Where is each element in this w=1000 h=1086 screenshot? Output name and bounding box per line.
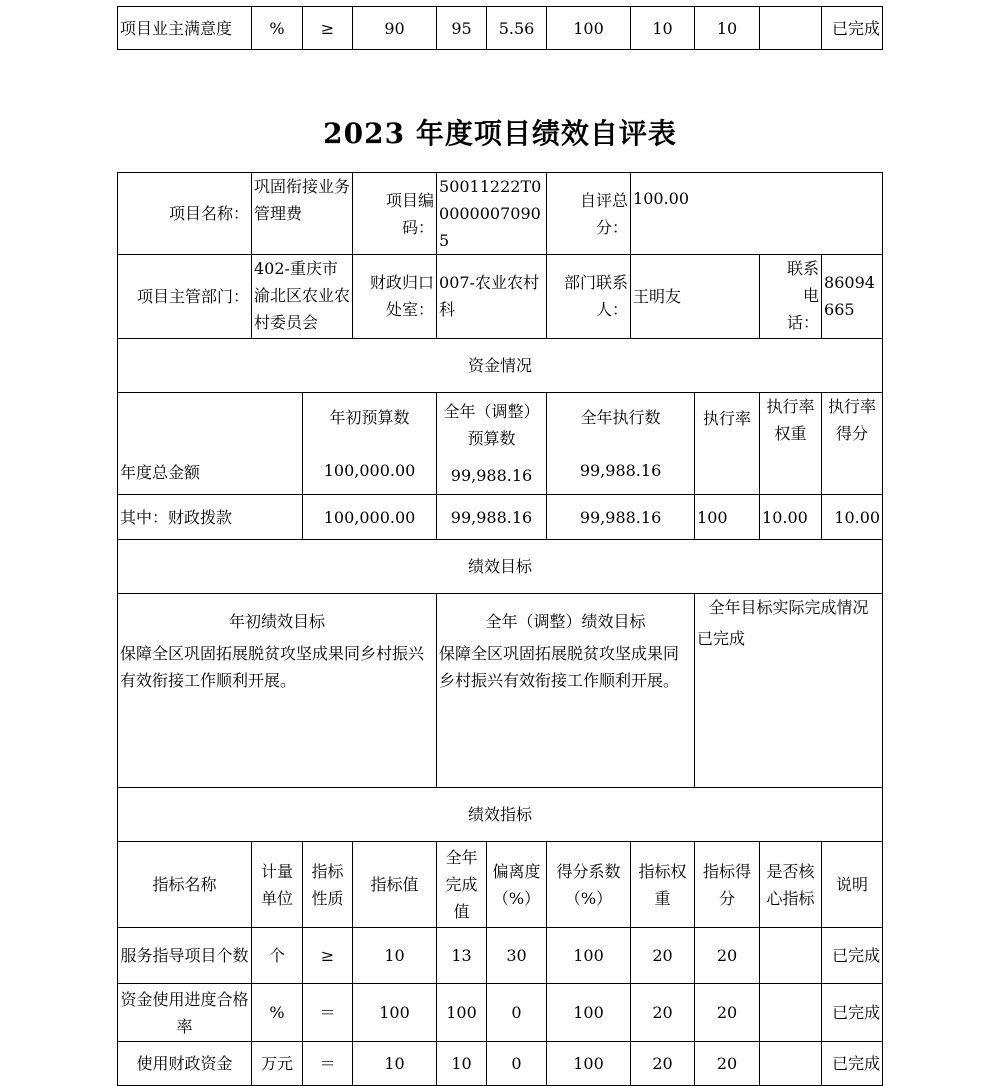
- adjusted-budget-header: 全年（调整）预算数: [443, 402, 540, 448]
- indicator-note: 已完成: [822, 7, 883, 50]
- indicator-target: 90: [353, 7, 437, 50]
- info-row-project: [118, 173, 883, 255]
- total-initial-cell: [303, 393, 437, 495]
- dept-label: 项目主管部门：: [118, 255, 252, 339]
- indicator-note: 已完成: [822, 984, 883, 1042]
- indicator-name: 服务指导项目个数: [118, 928, 252, 984]
- indicator-weight: 20: [631, 928, 695, 984]
- funds-total-row: [118, 393, 883, 495]
- actual-goal-text: 已完成: [697, 629, 746, 648]
- contact-value: 王明友: [631, 255, 760, 339]
- goals-section-title: 绩效目标: [118, 540, 883, 594]
- indicator-target: 10: [353, 1042, 437, 1086]
- continuation-table-wrap: [117, 6, 882, 50]
- total-executed-cell: [547, 393, 695, 495]
- indicator-note: 已完成: [822, 1042, 883, 1086]
- indicator-unit: 万元: [252, 1042, 303, 1086]
- adjusted-goal-cell: [437, 594, 695, 788]
- table-row: [118, 7, 883, 50]
- header-core: 是否核心指标: [760, 842, 822, 928]
- actual-goal-cell: [695, 594, 883, 788]
- indicator-deviation: 30: [487, 928, 547, 984]
- executed-header: 全年执行数: [580, 407, 661, 427]
- funds-fiscal-row: [118, 495, 883, 540]
- indicator-name: 资金使用进度合格率: [118, 984, 252, 1042]
- header-coef: 得分系数（%）: [547, 842, 631, 928]
- indicator-weight: 10: [631, 7, 695, 50]
- finance-label: 财政归口处室：: [353, 255, 437, 339]
- total-adjusted-value: 99,988.16: [450, 466, 533, 485]
- fiscal-adjusted-value: 99,988.16: [437, 495, 547, 540]
- indicators-header-row: [118, 842, 883, 928]
- page-title: 2023 年度项目绩效自评表: [323, 117, 677, 150]
- initial-budget-header: 年初预算数: [329, 407, 410, 427]
- indicator-coef: 100: [547, 928, 631, 984]
- indicator-actual: 95: [437, 7, 487, 50]
- goals-section-row: [118, 540, 883, 594]
- indicator-actual: 13: [437, 928, 487, 984]
- project-name-value: 巩固衔接业务管理费: [252, 173, 353, 255]
- table-row: [118, 928, 883, 984]
- continuation-table: [117, 6, 883, 50]
- indicator-score: 20: [695, 1042, 760, 1086]
- indicator-target: 10: [353, 928, 437, 984]
- project-name-label: 项目名称：: [118, 173, 252, 255]
- indicator-weight: 20: [631, 1042, 695, 1086]
- header-deviation: 偏离度（%）: [487, 842, 547, 928]
- indicator-score: 20: [695, 984, 760, 1042]
- indicator-unit: %: [252, 984, 303, 1042]
- header-score: 指标得分: [695, 842, 760, 928]
- indicator-coef: 100: [547, 984, 631, 1042]
- indicator-coef: 100: [547, 7, 631, 50]
- indicators-section-title: 绩效指标: [118, 788, 883, 842]
- indicator-note: 已完成: [822, 928, 883, 984]
- self-score-value: 100.00: [631, 173, 883, 255]
- initial-goal-text: 保障全区巩固拓展脱贫攻坚成果同乡村振兴有效衔接工作顺利开展。: [120, 644, 425, 690]
- fiscal-rate-score-value: 10.00: [822, 495, 883, 540]
- fiscal-executed-value: 99,988.16: [547, 495, 695, 540]
- indicator-nature: ＝: [303, 984, 353, 1042]
- rate-score-header: 执行率得分: [822, 393, 883, 495]
- indicator-unit: %: [252, 7, 303, 50]
- dept-value: 402-重庆市渝北区农业农村委员会: [252, 255, 353, 339]
- total-executed-value: 99,988.16: [579, 460, 662, 480]
- indicator-score: 20: [695, 928, 760, 984]
- project-code-value: 50011222T000000070905: [437, 173, 547, 255]
- adjusted-goal-header: 全年（调整）绩效目标: [485, 612, 646, 631]
- fiscal-rate-value: 100: [695, 495, 760, 540]
- header-indicator-name: 指标名称: [118, 842, 252, 928]
- indicator-deviation: 0: [487, 984, 547, 1042]
- indicator-nature: ≥: [303, 928, 353, 984]
- indicator-target: 100: [353, 984, 437, 1042]
- main-table-wrap: [117, 172, 882, 1086]
- fiscal-rate-weight-value: 10.00: [760, 495, 822, 540]
- goals-content-row: [118, 594, 883, 788]
- funds-section-row: [118, 339, 883, 393]
- header-note: 说明: [822, 842, 883, 928]
- finance-value: 007-农业农村科: [437, 255, 547, 339]
- indicator-name: 使用财政资金: [118, 1042, 252, 1086]
- phone-value: 86094665: [822, 255, 883, 339]
- fiscal-label: 其中：财政拨款: [118, 495, 303, 540]
- self-score-label: 自评总分：: [547, 173, 631, 255]
- initial-goal-cell: [118, 594, 437, 788]
- actual-goal-header: 全年目标实际完成情况: [708, 598, 869, 617]
- contact-label: 部门联系人：: [547, 255, 631, 339]
- self-evaluation-table: [117, 172, 883, 1086]
- phone-label: 联系电话：: [760, 255, 822, 339]
- fiscal-initial-value: 100,000.00: [303, 495, 437, 540]
- indicator-deviation: 5.56: [487, 7, 547, 50]
- indicator-nature: ≥: [303, 7, 353, 50]
- adjusted-goal-text: 保障全区巩固拓展脱贫攻坚成果同乡村振兴有效衔接工作顺利开展。: [439, 644, 680, 690]
- indicator-actual: 10: [437, 1042, 487, 1086]
- total-adjusted-cell: [437, 393, 547, 495]
- indicator-unit: 个: [252, 928, 303, 984]
- rate-header: 执行率: [695, 393, 760, 495]
- indicator-coef: 100: [547, 1042, 631, 1086]
- indicator-nature: ＝: [303, 1042, 353, 1086]
- header-unit: 计量单位: [252, 842, 303, 928]
- header-target: 指标值: [353, 842, 437, 928]
- indicator-core: [760, 7, 822, 50]
- initial-goal-header: 年初绩效目标: [229, 612, 326, 631]
- total-initial-value: 100,000.00: [323, 460, 416, 480]
- project-code-label: 项目编码：: [353, 173, 437, 255]
- header-nature: 指标性质: [303, 842, 353, 928]
- indicators-section-row: [118, 788, 883, 842]
- total-label: 年度总金额: [118, 393, 303, 495]
- indicator-core: [760, 984, 822, 1042]
- funds-section-title: 资金情况: [118, 339, 883, 393]
- header-weight: 指标权重: [631, 842, 695, 928]
- info-row-department: [118, 255, 883, 339]
- header-actual: 全年完成值: [437, 842, 487, 928]
- indicator-score: 10: [695, 7, 760, 50]
- indicator-deviation: 0: [487, 1042, 547, 1086]
- indicator-core: [760, 928, 822, 984]
- indicator-name: 项目业主满意度: [118, 7, 252, 50]
- rate-weight-header: 执行率权重: [760, 393, 822, 495]
- indicator-actual: 100: [437, 984, 487, 1042]
- indicator-weight: 20: [631, 984, 695, 1042]
- table-row: [118, 984, 883, 1042]
